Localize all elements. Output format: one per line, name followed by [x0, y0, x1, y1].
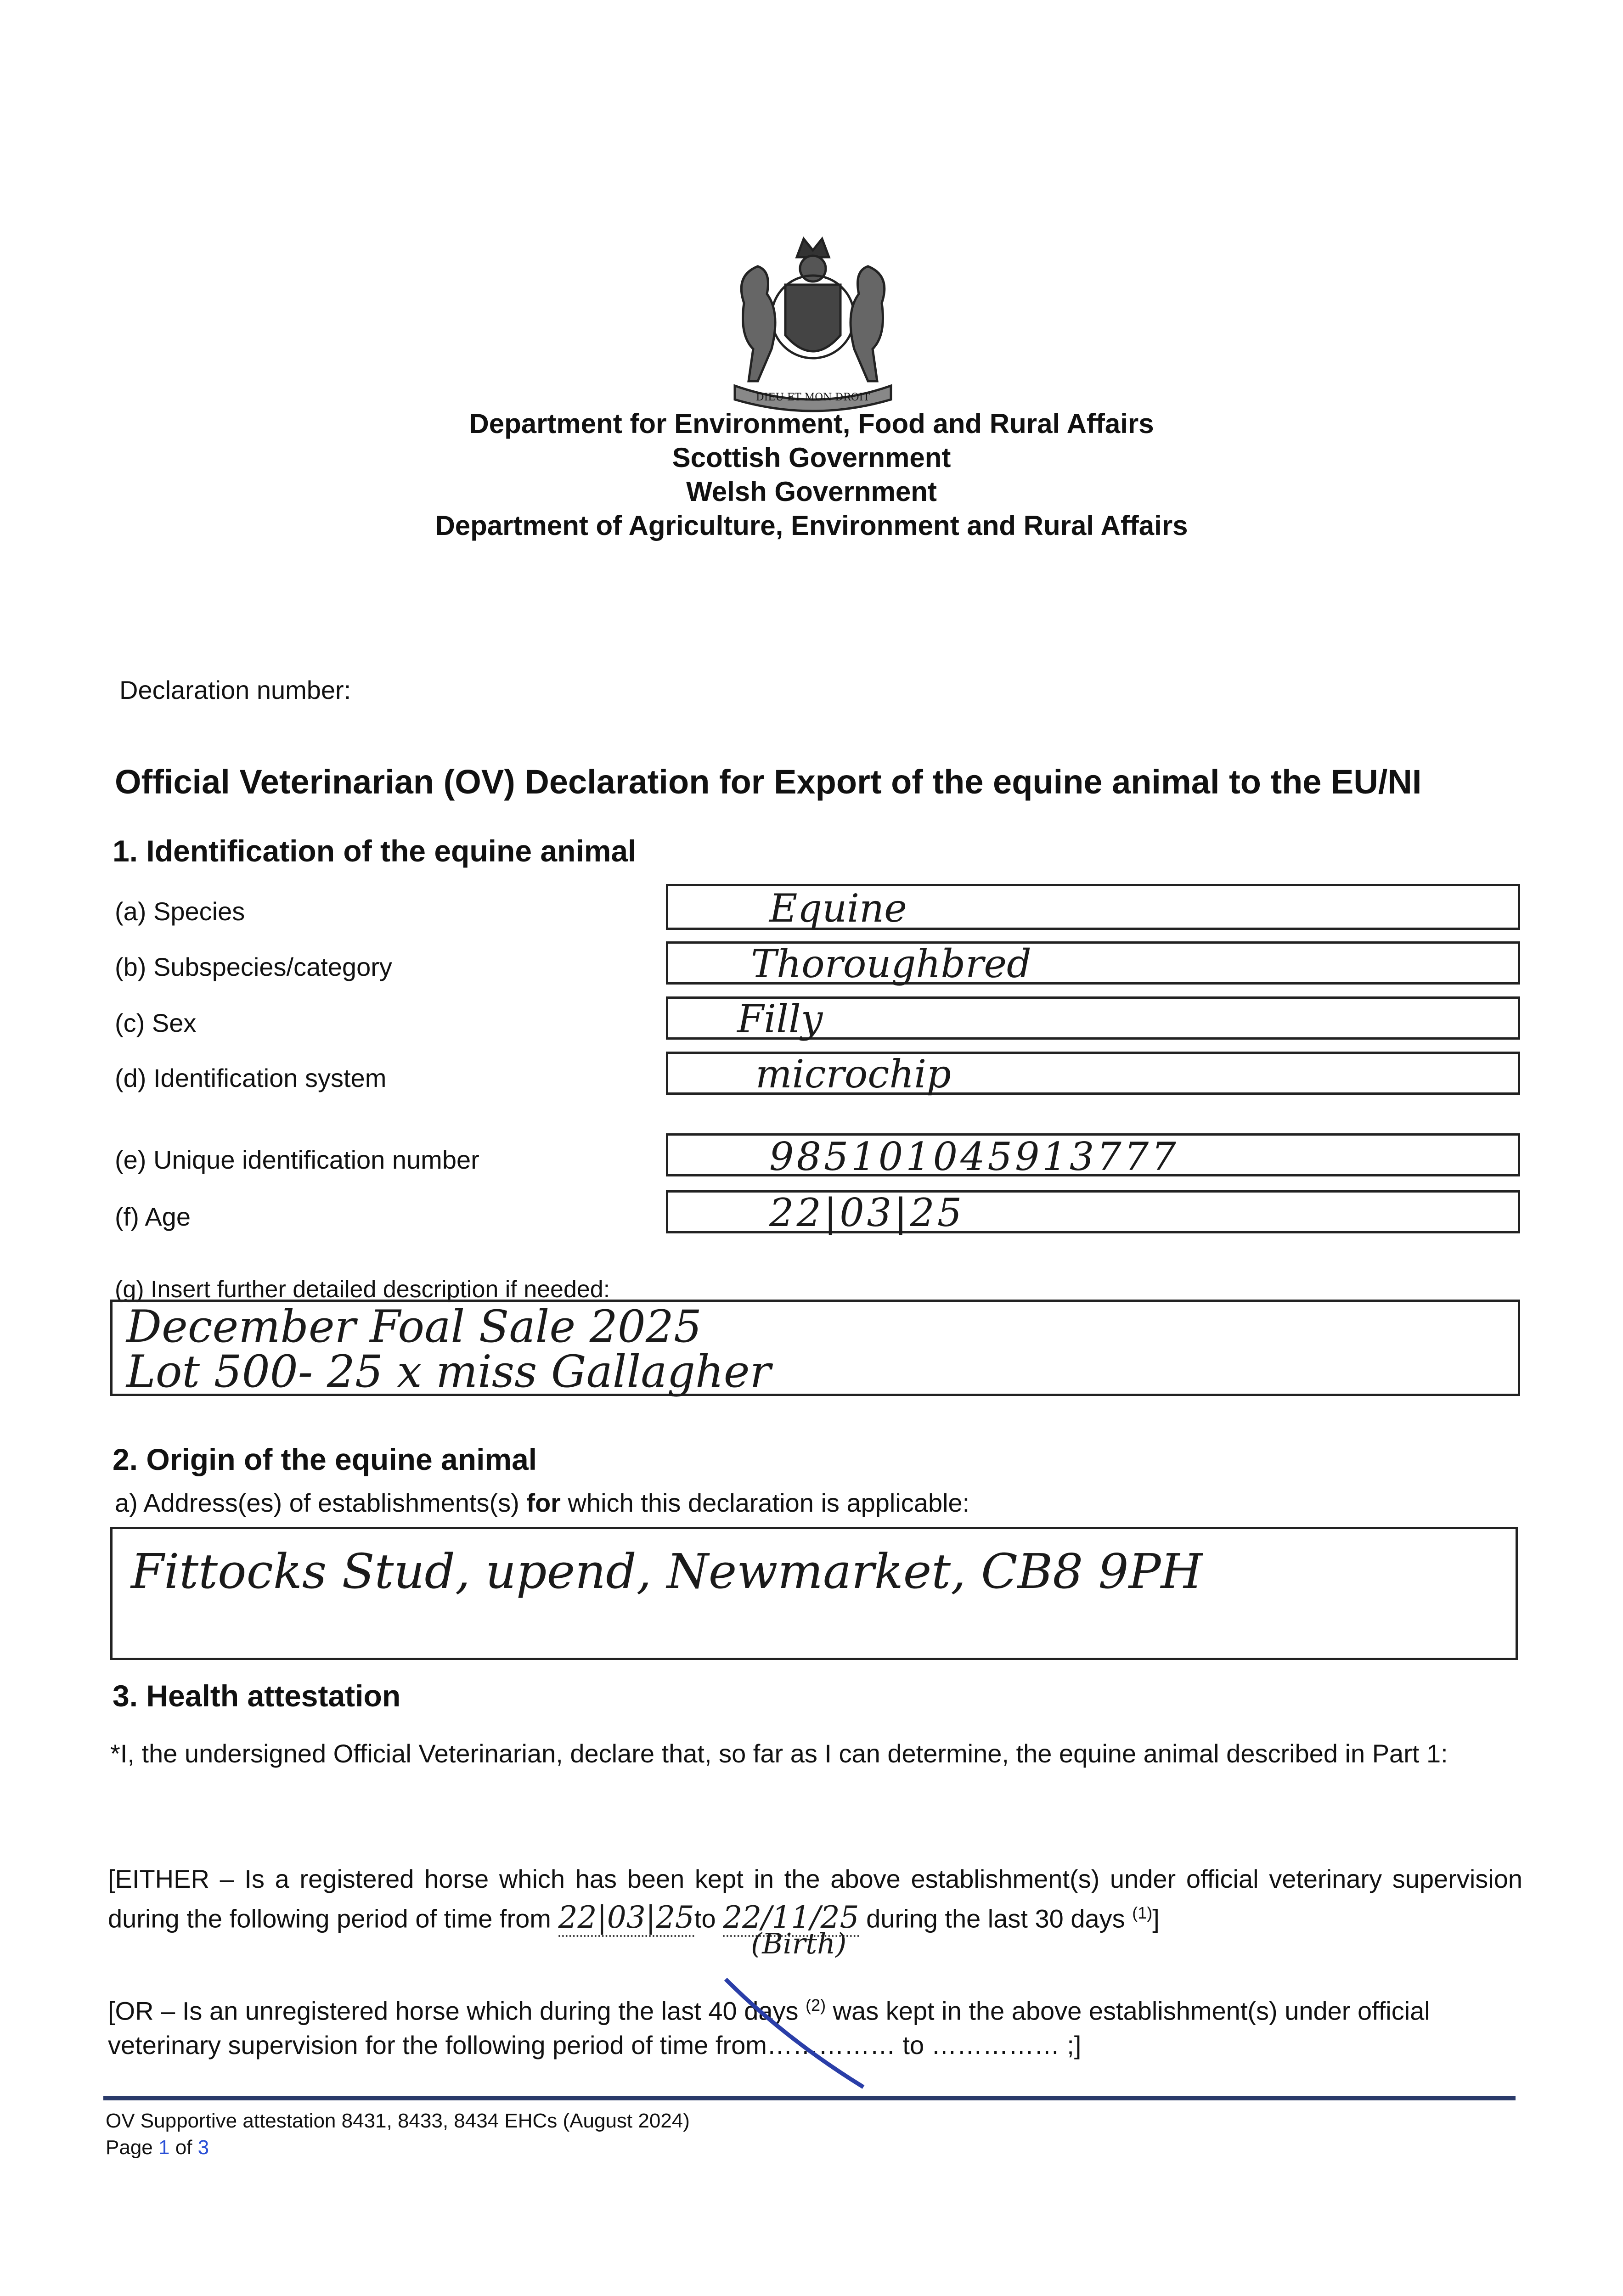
section-1-heading: 1. Identification of the equine animal [113, 834, 637, 868]
identification-system-value: microchip [755, 1052, 952, 1097]
further-description-line-1: December Foal Sale 2025 [126, 1301, 702, 1352]
either-clause: [EITHER – Is a registered horse which has been kept in the above establishment(s) under official veterinary supervision during the following period of time from 22|03|25to 22/11/25 during the last 30 days $^{(1)}$] [108, 1862, 1522, 1936]
age-field[interactable] [666, 1190, 1520, 1233]
identification-system-label: (d) Identification system [115, 1064, 387, 1092]
health-attestation-intro: *I, the undersigned Official Veterinarian, declare that, so far as I can determine, the equine animal described in Part 1: [110, 1739, 1448, 1768]
footer-form-reference: OV Supportive attestation 8431, 8433, 8434 EHCs (August 2024) [106, 2110, 690, 2132]
declaration-number-label: Declaration number: [119, 675, 351, 704]
subspecies-field[interactable] [666, 941, 1520, 985]
further-description-line-2: Lot 500- 25 x miss Gallagher [126, 1346, 771, 1397]
further-description-field[interactable] [110, 1300, 1520, 1396]
address-label: a) Address(es) of establishments(s) for which this declaration is applicable: [115, 1488, 970, 1517]
species-field[interactable] [666, 884, 1520, 930]
subspecies-value: Thoroughbred [751, 941, 1031, 986]
page-title: Official Veterinarian (OV) Declaration for Export of the equine animal to the EU/NI [115, 763, 1422, 801]
age-value: 22|03|25 [769, 1190, 965, 1235]
or-clause-line-2: veterinary supervision for the following period of time from…………… to …………… ;] [108, 2030, 1082, 2060]
further-description-label: (g) Insert further detailed description if needed: [115, 1276, 610, 1303]
footer-text [106, 2108, 690, 2161]
subspecies-label: (b) Subspecies/category [115, 952, 392, 981]
sex-value: Filly [737, 996, 823, 1041]
birth-note: (Birth) [751, 1927, 847, 1960]
department-scottish-government: Scottish Government [672, 442, 951, 473]
or-clause-line-1: [OR – Is an unregistered horse which during the last 40 days $^{(2)}$ was kept in the above establishment(s) under official [108, 1996, 1430, 2026]
species-label: (a) Species [115, 897, 245, 926]
either-from-date[interactable]: 22|03|25 [558, 1900, 694, 1937]
department-welsh-government: Welsh Government [686, 476, 937, 507]
sex-label: (c) Sex [115, 1008, 197, 1037]
footer-divider [103, 2096, 1516, 2100]
address-value: Fittocks Stud, upend, Newmarket, CB8 9PH [131, 1543, 1203, 1599]
unique-id-field[interactable] [666, 1133, 1520, 1179]
crest-motto: DIEU ET MON DROIT [755, 392, 870, 403]
department-daera: Department of Agriculture, Environment and Rural Affairs [435, 510, 1188, 541]
either-to-date[interactable]: 22/11/25 [723, 1900, 859, 1937]
section-2-heading: 2. Origin of the equine animal [113, 1442, 537, 1476]
royal-coat-of-arms-icon [716, 230, 909, 413]
species-value: Equine [769, 886, 907, 931]
age-label: (f) Age [115, 1202, 191, 1231]
strike-through-mark-icon [716, 1970, 882, 2099]
identification-system-field[interactable] [666, 1052, 1520, 1095]
page-number: Page 1 of 3 [106, 2136, 209, 2159]
address-field[interactable] [110, 1527, 1518, 1660]
unique-id-label: (e) Unique identification number [115, 1145, 479, 1174]
sex-field[interactable] [666, 996, 1520, 1040]
unique-id-value: 985101045913777 [769, 1134, 1179, 1179]
department-defra: Department for Environment, Food and Rural Affairs [469, 408, 1154, 439]
section-3-heading: 3. Health attestation [113, 1679, 401, 1713]
